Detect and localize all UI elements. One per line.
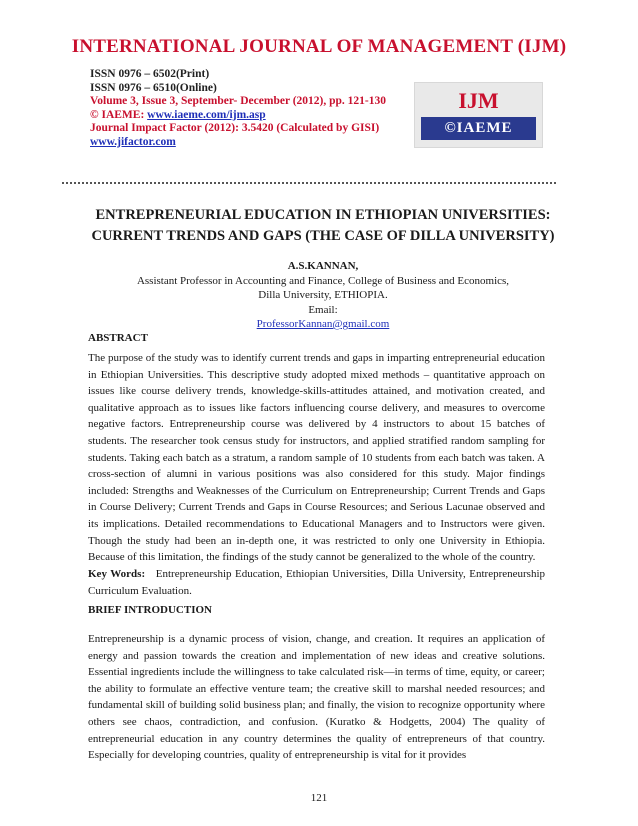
- keywords: [88, 566, 545, 599]
- author-block: [88, 259, 558, 332]
- logo-title: IJM: [458, 88, 499, 113]
- email-line: [88, 303, 558, 332]
- introduction-heading: BRIEF INTRODUCTION: [88, 604, 212, 616]
- paper-title: [88, 205, 558, 247]
- abstract-text: The purpose of the study was to identify current trends and gaps in imparting entrepreneurial education in Ethiopian Universities. This descriptive study adopted mixed methods – quantitative approach on issues like course delivery trends, knowledge-skills-attitudes attained, and motivation created, and qualitative approach as to issues like factors influencing course delivery, and measures to overcome negative factors. Entrepreneurship course was delivered by 4 instructors to about 15 batches of students. The researcher took census study for instructors, and applied stratified random sampling for students. Taking each batch as a stratum, a random sample of 10 students from each batch was taken. A cross-section of alumni in various positions was also considered for this study. Major findings included: Strengths and Weaknesses of the Curriculum on Entrepreneurship; Current Trends and Gaps in Course Delivery; Current Trends and Gaps in Course Resources; and Serious Lacunae observed and its implications. Detailed recommendations to Educational Managers and to Instructors were given. Though the study had been an in-depth one, it was restricted to only one University in Ethiopia. Because of this limitation, the findings of the study cannot be generalized to the whole of the country.: [88, 352, 545, 564]
- volume-info: Volume 3, Issue 3, September- December (2012), pp. 121-130: [90, 95, 386, 107]
- paper-title-line-1: ENTREPRENEURIAL EDUCATION IN ETHIOPIAN UNIVERSITIES:: [95, 207, 551, 223]
- logo-publisher: ©IAEME: [421, 117, 536, 140]
- affiliation-line-1: Assistant Professor in Accounting and Finance, College of Business and Economics,: [136, 274, 510, 287]
- email-label: Email:: [308, 303, 338, 316]
- journal-logo: [414, 82, 543, 148]
- abstract-heading: ABSTRACT: [88, 332, 148, 344]
- journal-title: INTERNATIONAL JOURNAL OF MANAGEMENT (IJM): [71, 36, 567, 57]
- paper-title-line-2: CURRENT TRENDS AND GAPS (THE CASE OF DILLA UNIVERSITY): [91, 228, 555, 244]
- affiliation-line-2: Dilla University, ETHIOPIA.: [258, 289, 388, 301]
- author-name: A.S.KANNAN,: [287, 260, 359, 272]
- journal-website-link[interactable]: www.iaeme.com/ijm.asp: [147, 108, 266, 121]
- page-number: 121: [310, 792, 328, 804]
- issn-print: ISSN 0976 – 6502(Print): [90, 68, 210, 80]
- header-divider: [62, 182, 556, 184]
- journal-header-info: [90, 68, 386, 149]
- copyright-prefix: © IAEME:: [90, 108, 148, 121]
- introduction-text: Entrepreneurship is a dynamic process of vision, change, and creation. It requires an application of energy and passion towards the creation and implementation of new ideas and creative solutions. Essential ingredients include the willingness to take calculated risk—in terms of time, equity, or career; the ability to formulate an effective venture team; the creative skill to marshal needed resources; and fundamental skill of building solid business plan; and finally, the vision to recognize opportunity where others see chaos, contradiction, and confusion. (Kuratko & Hodgetts, 2004) The quality of entrepreneurial education in any country determines the quality of entrepreneurs of that country. Especially for developing countries, quality of entrepreneurship is vital for it provides: [88, 633, 545, 762]
- keywords-text: Entrepreneurship Education, Ethiopian Universities, Dilla University, Entrepreneurship Curriculum Evaluation.: [88, 568, 546, 597]
- impact-site-link[interactable]: www.jifactor.com: [90, 135, 176, 148]
- issn-online: ISSN 0976 – 6510(Online): [90, 81, 217, 94]
- keywords-label: Key Words:: [88, 568, 146, 580]
- author-email-link[interactable]: ProfessorKannan@gmail.com: [256, 318, 390, 330]
- copyright-line: [90, 109, 386, 123]
- impact-factor: Journal Impact Factor (2012): 3.5420 (Calculated by GISI): [90, 122, 380, 134]
